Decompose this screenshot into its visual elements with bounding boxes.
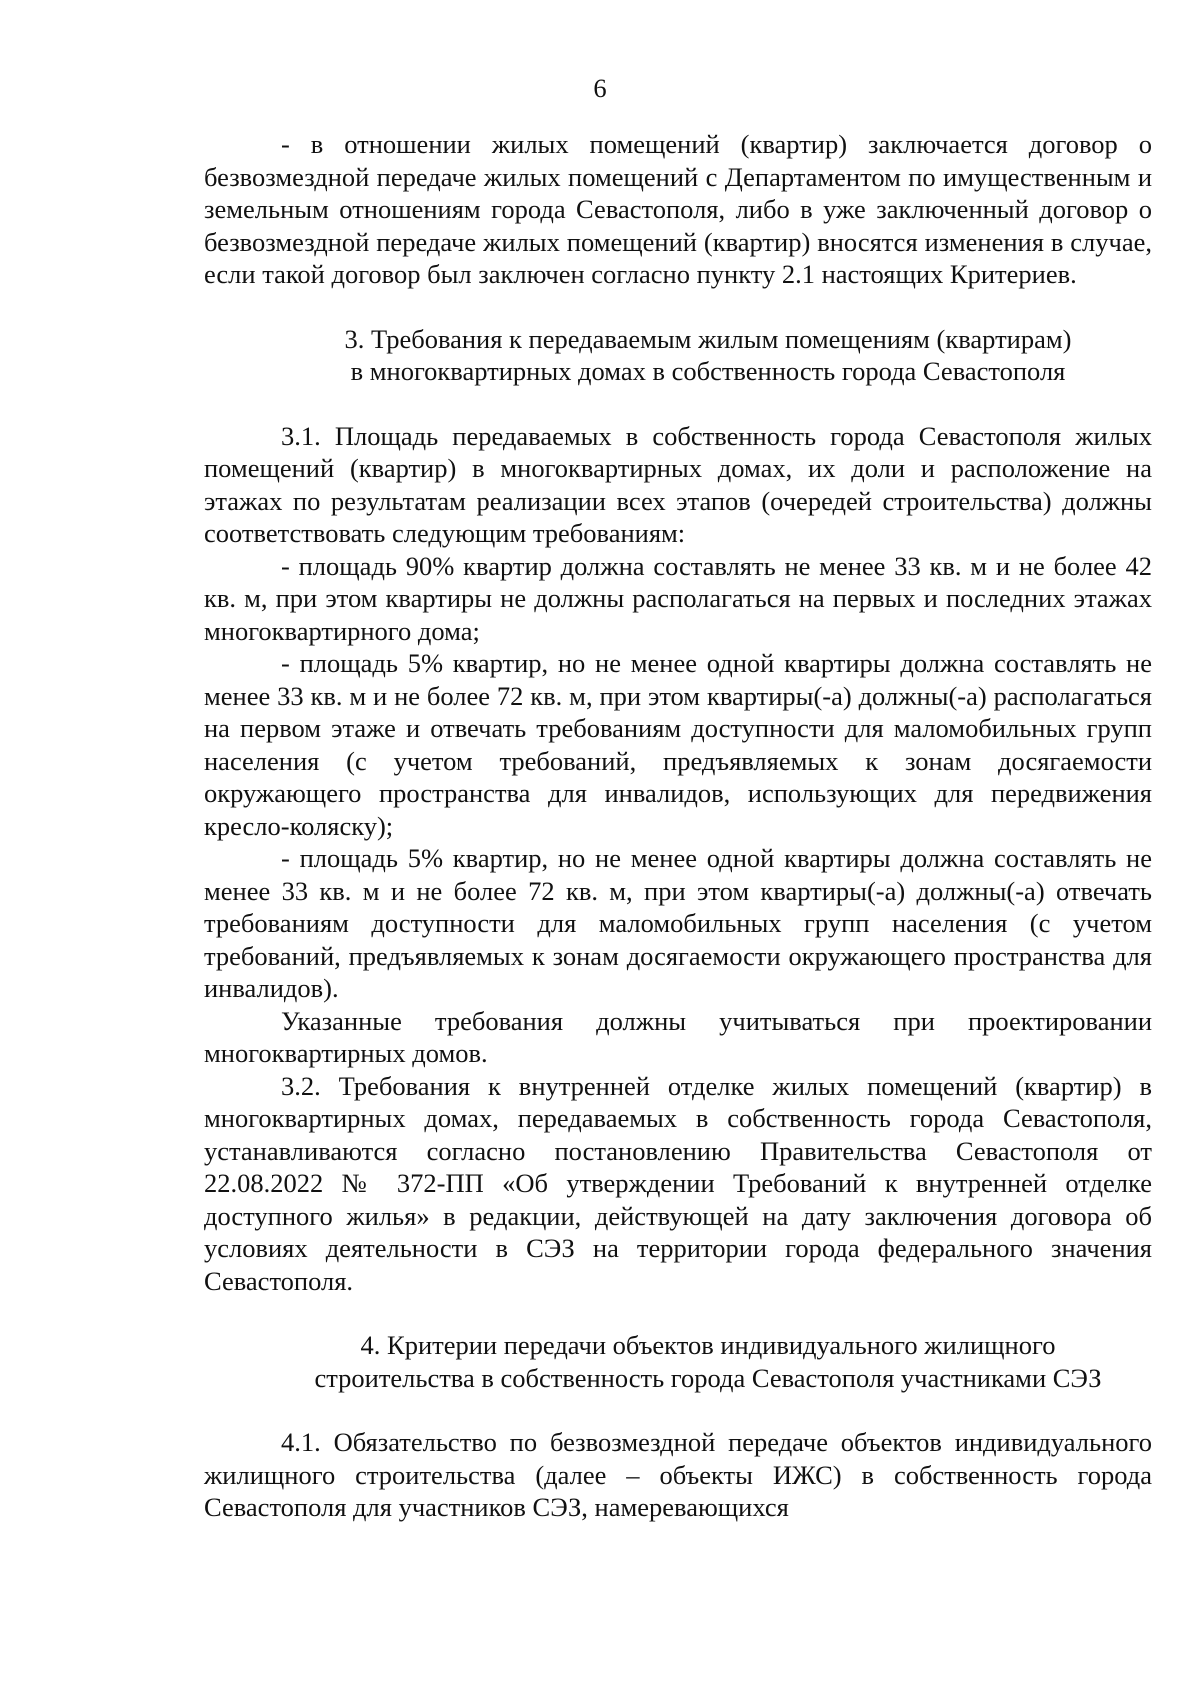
- paragraph-3-1-note: Указанные требования должны учитываться при проектировании многоквартирных домов.: [204, 1005, 1152, 1068]
- spacer: [204, 388, 1152, 420]
- section-3-heading-line-1: 3. Требования к передаваемым жилым помещениям (квартирам): [344, 323, 1072, 354]
- paragraph-3-1: 3.1. Площадь передаваемых в собственность города Севастополя жилых помещений (квартир) в многоквартирных домах, их доли и расположение на этажах по результатам реализации всех этапов (очередей строительства) должны соответствовать следующим требованиям:: [204, 420, 1152, 548]
- spacer: [204, 1297, 1152, 1329]
- spacer: [204, 1394, 1152, 1426]
- section-4-heading-line-2: строительства в собственность города Севастополя участниками СЭЗ: [314, 1362, 1102, 1393]
- spacer: [204, 291, 1152, 323]
- paragraph-3-1-item-90: - площадь 90% квартир должна составлять не менее 33 кв. м и не более 42 кв. м, при этом квартиры не должны располагаться на первых и последних этажах многоквартирного дома;: [204, 550, 1152, 646]
- section-3-heading-line-2: в многоквартирных домах в собственность города Севастополя: [350, 356, 1066, 386]
- page-number: 6: [593, 73, 607, 103]
- paragraph-4-1: 4.1. Обязательство по безвозмездной передаче объектов индивидуального жилищного строительства (далее – объекты ИЖС) в собственность города Севастополя для участников СЭЗ, намеревающихся: [204, 1427, 1152, 1522]
- paragraph-3-2: 3.2. Требования к внутренней отделке жилых помещений (квартир) в многоквартирных домах, передаваемых в собственность города Севастополя, устанавливаются согласно постановлению Правительства Севастополя от 22.08.2022 № 372-ПП «Об утверждении Требований к внутренней отделке доступного жилья» в редакции, действующей на дату заключения договора об условиях деятельности в СЭЗ на территории города федерального значения Севастополя.: [204, 1070, 1152, 1296]
- paragraph-3-1-item-5-accessibility: - площадь 5% квартир, но не менее одной квартиры должна составлять не менее 33 кв. м и не более 72 кв. м, при этом квартиры(-а) должны(-а) отвечать требованиям доступности для маломобильных групп населения (с учетом требований, предъявляемых к зонам досягаемости окружающего пространства для инвалидов).: [204, 843, 1152, 1003]
- section-4-heading-line-1: 4. Критерии передачи объектов индивидуального жилищного: [360, 1330, 1056, 1360]
- paragraph-3-1-item-5-first-floor: - площадь 5% квартир, но не менее одной квартиры должна составлять не менее 33 кв. м и не более 72 кв. м, при этом квартиры(-а) должны(-а) располагаться на первом этаже и отвечать требованиям доступности для маломобильных групп населения (с учетом требований, предъявляемых к зонам досягаемости окружающего пространства для инвалидов, использующих для передвижения кресло-коляску);: [204, 648, 1152, 841]
- section-4-heading: [204, 1329, 1152, 1394]
- section-3-heading: [204, 323, 1152, 388]
- paragraph-housing-contract: - в отношении жилых помещений (квартир) заключается договор о безвозмездной передаче жилых помещений с Департаментом по имущественным и земельным отношениям города Севастополя, либо в уже заключенный договор о безвозмездной передаче жилых помещений (квартир) вносятся изменения в случае, если такой договор был заключен согласно пункту 2.1 настоящих Критериев.: [204, 129, 1152, 289]
- document-body: [204, 128, 1152, 1524]
